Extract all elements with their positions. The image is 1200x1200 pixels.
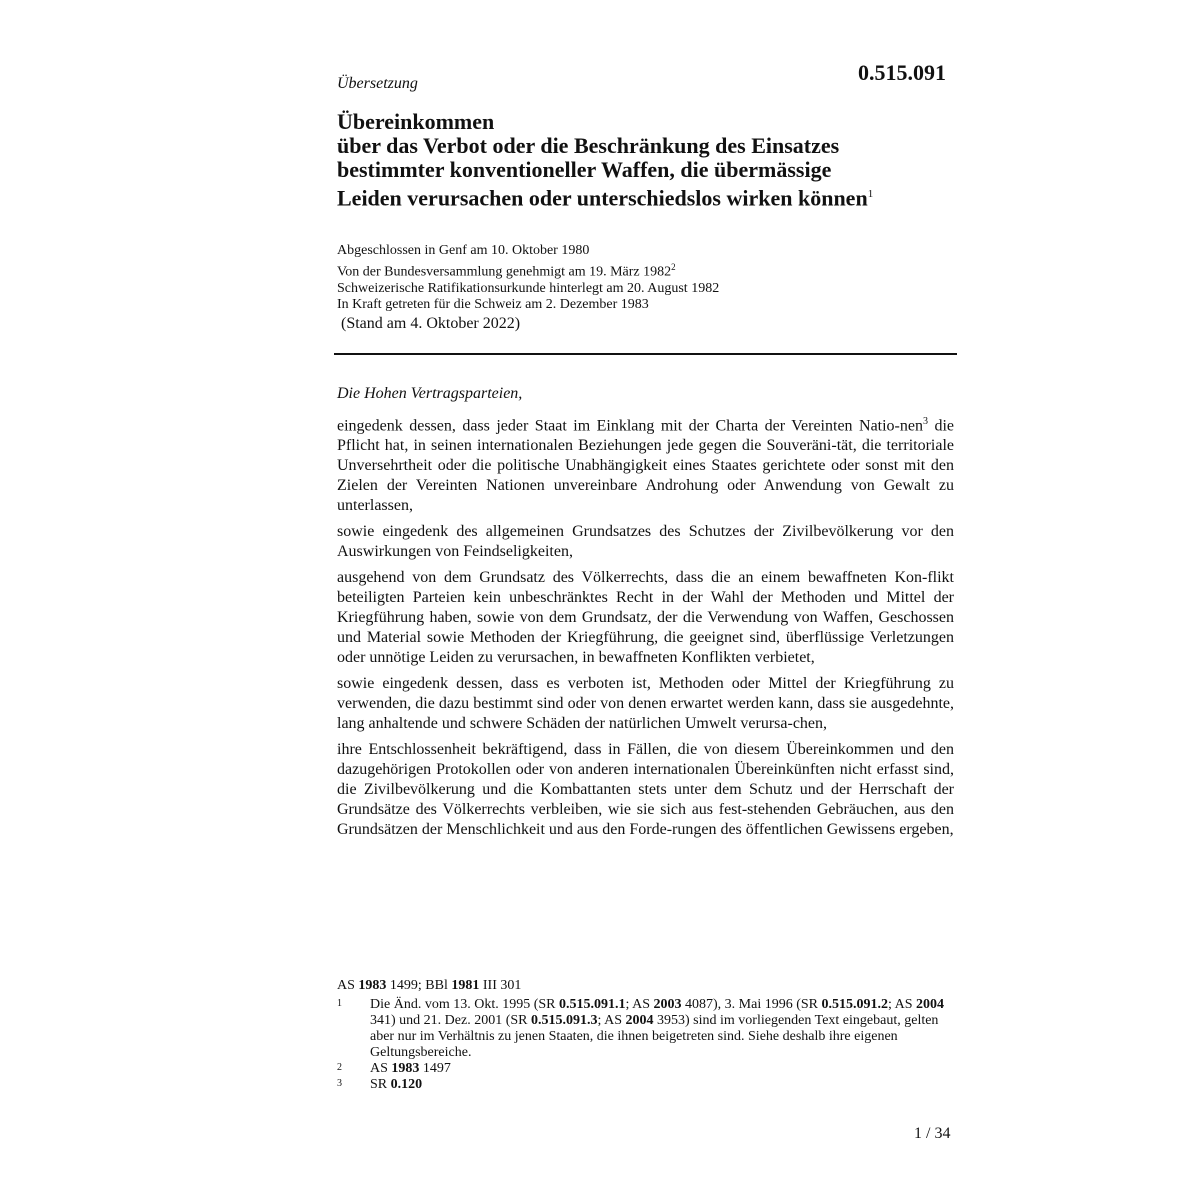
paragraph-text: eingedenk dessen, dass jeder Staat im Einklang mit der Charta der Vereinten Natio-nen: [337, 417, 923, 435]
preamble-paragraph: sowie eingedenk dessen, dass es verboten ist, Methoden oder Mittel der Kriegführung zu verwenden, die dazu bestimmt sind oder von denen erwartet werden kann, dass sie ausgedehnte, lang anhaltende und schwere Schäden der natürlichen Umwelt verursa-chen,: [337, 675, 954, 733]
translation-label: Übersetzung: [337, 75, 418, 92]
fn-sr-link: 0.515.091.1: [559, 997, 626, 1012]
title-line-3: bestimmter konventioneller Waffen, die übermässige: [337, 157, 832, 182]
footnote-3: [337, 1077, 957, 1093]
fn-text-part: Die Änd. vom 13. Okt. 1995 (SR: [370, 997, 559, 1012]
preamble-paragraph: [337, 412, 954, 516]
footnote-number: 1: [337, 998, 342, 1009]
fn-sr-link: 0.515.091.2: [821, 997, 889, 1012]
footnote-text: [370, 1061, 957, 1077]
fn-text-part: 1497: [419, 1061, 451, 1076]
preamble-heading: Die Hohen Vertragsparteien,: [337, 385, 523, 402]
title-line-1: Übereinkommen: [337, 109, 495, 134]
fn-text-part: ; AS: [597, 1013, 626, 1028]
footnote-number: 2: [337, 1062, 342, 1073]
header-divider: [334, 353, 957, 355]
footnote-2: [337, 1061, 957, 1077]
enactment-info: [337, 243, 719, 313]
fn-text-part: ; AS: [625, 997, 654, 1012]
fn-text-part: 341) und 21. Dez. 2001 (SR: [370, 1013, 531, 1028]
sr-number: 0.515.091: [858, 60, 946, 85]
title-line-4-text: Leiden verursachen oder unterschiedslos wirken können: [337, 185, 868, 211]
preamble-paragraph: ihre Entschlossenheit bekräftigend, dass in Fällen, die von diesem Übereinkommen und den dazugehörigen Protokollen oder von anderen internationalen Übereinkünften nicht erfasst sind, die Zivilbevölkerung und die Kombattanten stets unter dem Schutz und der Herrschaft der Grundsätze des Völkerrechts verbleiben, wie sie sich aus fest-stehenden Gebräuchen, aus den Grundsätzen der Menschlichkeit und aus den Forde-rungen des öffentlichen Gewissens ergeben,: [337, 741, 954, 839]
ratification-date: Schweizerische Ratifikationsurkunde hinterlegt am 20. August 1982: [337, 280, 720, 296]
footnote-text: [370, 1077, 957, 1093]
approval-footnote-ref[interactable]: 2: [671, 262, 676, 272]
status-date: (Stand am 4. Oktober 2022): [341, 315, 521, 332]
fn-as-year: 2004: [625, 1013, 654, 1028]
page-number: 1 / 34: [914, 1125, 951, 1142]
fn-text-part: AS: [370, 1061, 392, 1076]
source-reference: [337, 978, 957, 994]
fn-text-part: 4087), 3. Mai 1996 (SR: [681, 997, 822, 1012]
title-footnote-ref[interactable]: 1: [867, 188, 874, 200]
preamble-paragraph: sowie eingedenk des allgemeinen Grundsatzes des Schutzes der Zivilbevölkerung vor den Auswirkungen von Feindseligkeiten,: [337, 523, 954, 561]
document-title: [337, 110, 977, 210]
in-force-date: In Kraft getreten für die Schweiz am 2. Dezember 1983: [337, 296, 649, 312]
source-bbl-year: 1981: [451, 978, 480, 993]
source-text: III 301: [479, 978, 522, 993]
fn-text-part: SR: [370, 1077, 391, 1092]
footnote-text: [370, 997, 957, 1061]
footnote-1: [337, 997, 957, 1061]
fn-as-year: 2004: [916, 997, 945, 1012]
footnote-ref-3[interactable]: 3: [923, 416, 928, 427]
source-as-year: 1983: [358, 978, 387, 993]
fn-text-part: 3953) sind im vorliegenden Text eingebaut, gelten aber nur im Verhältnis zu jenen Staaten, die ihnen beigetreten sind. Siehe deshalb ihre eigenen Geltungsbereiche.: [370, 1013, 939, 1060]
fn-as-year: 2003: [653, 997, 682, 1012]
concluded-date: Abgeschlossen in Genf am 10. Oktober 1980: [337, 243, 590, 258]
approval-date: [337, 259, 719, 281]
source-text: AS: [337, 978, 359, 993]
title-line-4: [337, 182, 977, 210]
preamble: [337, 384, 954, 846]
source-text: 1499; BBl: [386, 978, 452, 993]
fn-text-part: ; AS: [888, 997, 917, 1012]
footnote-number: 3: [337, 1078, 342, 1089]
footnotes: [337, 978, 957, 1093]
fn-sr-link: 0.120: [390, 1077, 423, 1092]
title-line-2: über das Verbot oder die Beschränkung des Einsatzes: [337, 133, 840, 158]
fn-as-year: 1983: [391, 1061, 420, 1076]
preamble-paragraph: ausgehend von dem Grundsatz des Völkerrechts, dass die an einem bewaffneten Kon-flikt beteiligten Parteien kein unbeschränktes Recht in der Wahl der Methoden und Mittel der Kriegführung haben, sowie von dem Grundsatz, der die Verwendung von Waffen, Geschossen und Material sowie Methoden der Kriegführung, die geeignet sind, überflüssige Verletzungen oder unnötige Leiden zu verursachen, in bewaffneten Konflikten verbietet,: [337, 569, 954, 667]
paragraph-text: die Pflicht hat, in seinen internationalen Beziehungen jede gegen die Souveräni-tät, die territoriale Unversehrtheit oder die politische Unabhängigkeit eines Staates gerichtete oder sonst mit den Zielen der Vereinten Nationen unvereinbare Androhung oder Anwendung von Gewalt zu unterlassen,: [337, 417, 955, 515]
approval-date-text: Von der Bundesversammlung genehmigt am 19. März 1982: [337, 264, 672, 280]
fn-sr-link: 0.515.091.3: [531, 1013, 598, 1028]
